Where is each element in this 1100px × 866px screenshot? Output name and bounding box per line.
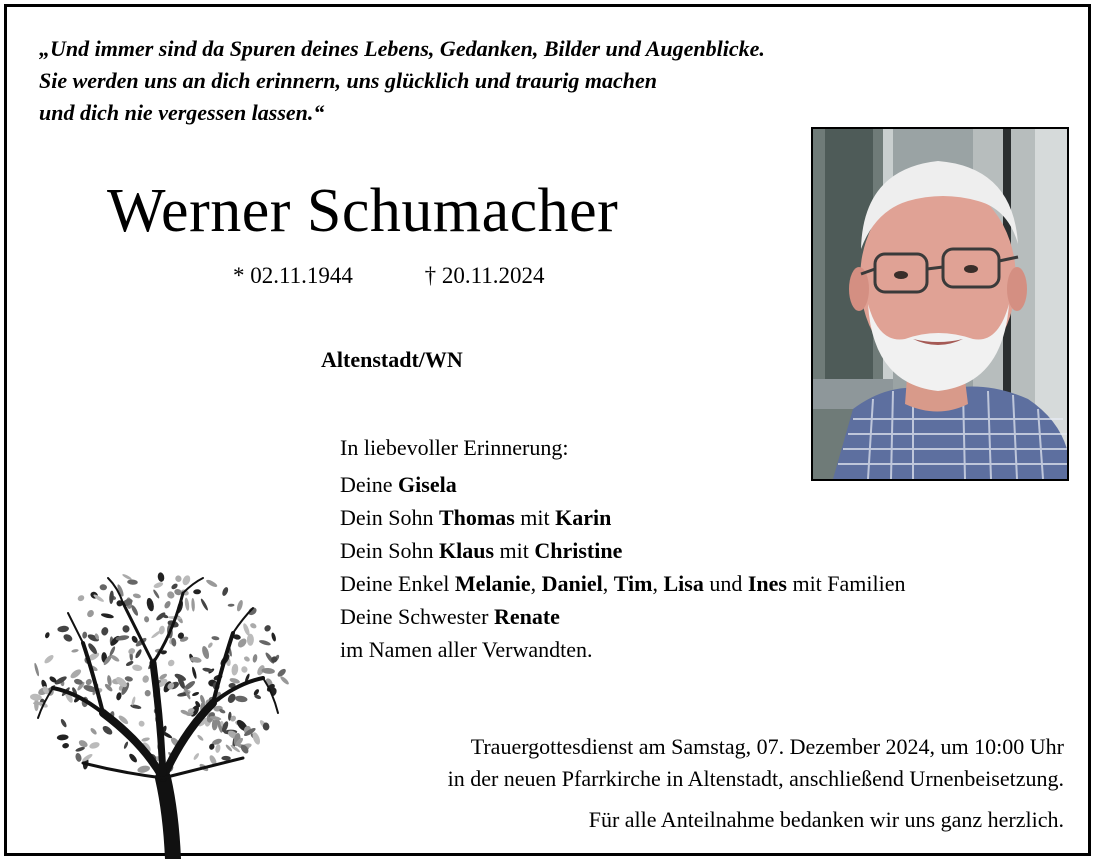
leaf [62,742,70,749]
quote-line: Sie werden uns an dich erinnern, uns glücklich und traurig machen [39,68,657,93]
family-member-line [340,567,906,600]
family-name: Tim [613,571,653,596]
relation-text: mit [514,505,556,530]
leaf [71,649,79,654]
leaf [228,604,235,607]
leaf [231,663,239,676]
leaf [131,696,136,706]
family-name: Klaus [439,538,495,563]
leaf [122,573,133,580]
family-member-line [340,468,906,501]
relatives-line: im Namen aller Verwandten. [340,637,593,662]
leaf [86,609,96,619]
leaf [62,633,73,643]
family-name: Ines [747,571,787,596]
leaf [142,675,150,684]
leaf [152,589,160,599]
family-name: Christine [534,538,623,563]
leaf [215,744,221,754]
leaf [150,630,161,639]
leaf [252,654,258,663]
leaf [137,764,151,774]
obituary-card [4,4,1091,856]
relation-text: mit Familien [786,571,906,596]
leaf [279,675,290,685]
leaf [87,642,99,655]
leaf [157,572,165,583]
relation-text: Dein Sohn [340,505,439,530]
leaf [137,720,145,728]
leaf [130,604,139,616]
family-name: Renate [493,604,560,629]
leaf [193,752,200,760]
leaf [75,752,83,762]
leaf [60,718,68,728]
leaf [153,581,164,589]
leaf [82,631,87,638]
leaf [122,625,130,634]
leaf [184,597,190,611]
leaf [123,741,129,749]
memory-intro: In liebevoller Erinnerung: [340,435,569,460]
thanks-note: Für alle Anteilnahme bedanken wir uns ganz herzlich. [588,807,1064,832]
leaf [191,666,197,679]
leaf [43,654,55,665]
leaf [132,664,143,672]
family-name: Gisela [398,472,457,497]
leaf [144,690,151,697]
leaf [196,734,204,742]
memorial-quote [39,33,999,129]
relation-text: , [530,571,542,596]
leaf [174,574,182,583]
family-name: Thomas [439,505,515,530]
leaf [192,691,200,697]
leaf [163,600,172,610]
leaf [235,695,248,703]
life-dates [233,263,545,289]
service-line: in der neuen Pfarrkirche in Altenstadt, anschließend Urnenbeisetzung. [447,766,1064,791]
leaf [236,599,244,612]
family-name: Karin [555,505,612,530]
leaf [181,574,192,586]
leaf [146,597,155,612]
relation-text: und [703,571,748,596]
leaf [89,741,101,750]
family-name: Daniel [541,571,603,596]
leaf [124,676,133,683]
leaf [249,622,257,629]
family-list [340,431,906,666]
family-name: Lisa [663,571,704,596]
leaf [33,663,39,677]
leaf [57,625,69,633]
leaf [85,678,93,687]
tree-icon [23,563,293,859]
leaf [167,658,176,667]
leaf [221,586,229,596]
relation-text: Deine Enkel [340,571,455,596]
leaf [241,666,249,674]
leaf [247,634,254,646]
leaf [243,655,251,662]
leaf [127,579,138,585]
birth-date: * 02.11.1944 [233,263,353,288]
leaf [193,589,201,594]
leaf [144,616,150,623]
leaf [205,578,218,588]
leaf [271,632,277,642]
relation-text: Deine [340,472,399,497]
leaf [128,753,139,764]
leaf [130,704,142,710]
leaf [258,639,271,646]
leaf [141,737,150,743]
leaf [89,727,97,736]
hometown: Altenstadt/WN [321,347,463,372]
relation-text: , [652,571,664,596]
leaf [134,648,143,659]
family-name: Melanie [454,571,531,596]
leaf [109,646,117,657]
leaf [263,624,272,633]
leaf [69,668,83,680]
family-member-line [340,600,906,633]
leaf [132,593,141,599]
service-info [448,731,1064,795]
deceased-name: Werner Schumacher [107,177,619,245]
leaf [115,692,122,701]
leaf [251,731,261,745]
relation-text: Deine Schwester [340,604,494,629]
death-date: † 20.11.2024 [424,263,545,288]
relation-text: Dein Sohn [340,538,439,563]
leaf [77,594,86,602]
portrait-photo [811,127,1069,481]
relation-text: mit [494,538,535,563]
portrait-image [813,129,1067,479]
leaf [101,612,115,619]
leaf [57,734,69,741]
leaf [44,632,50,639]
leaf [127,647,136,655]
family-member-line [340,501,906,534]
service-line: Trauergottesdienst am Samstag, 07. Dezember 2024, um 10:00 Uhr [470,734,1064,759]
leaf [211,636,220,641]
leaf [99,584,107,591]
quote-line: und dich nie vergessen lassen.“ [39,100,325,125]
leaf [191,598,195,612]
leaf [200,598,209,611]
relation-text: , [602,571,614,596]
leaf [100,626,109,636]
leaf [101,724,114,736]
leaf [109,590,114,604]
quote-line: „Und immer sind da Spuren deines Lebens, Gedanken, Bilder und Augenblicke. [39,36,765,61]
leaf [207,642,214,649]
family-member-line [340,534,906,567]
